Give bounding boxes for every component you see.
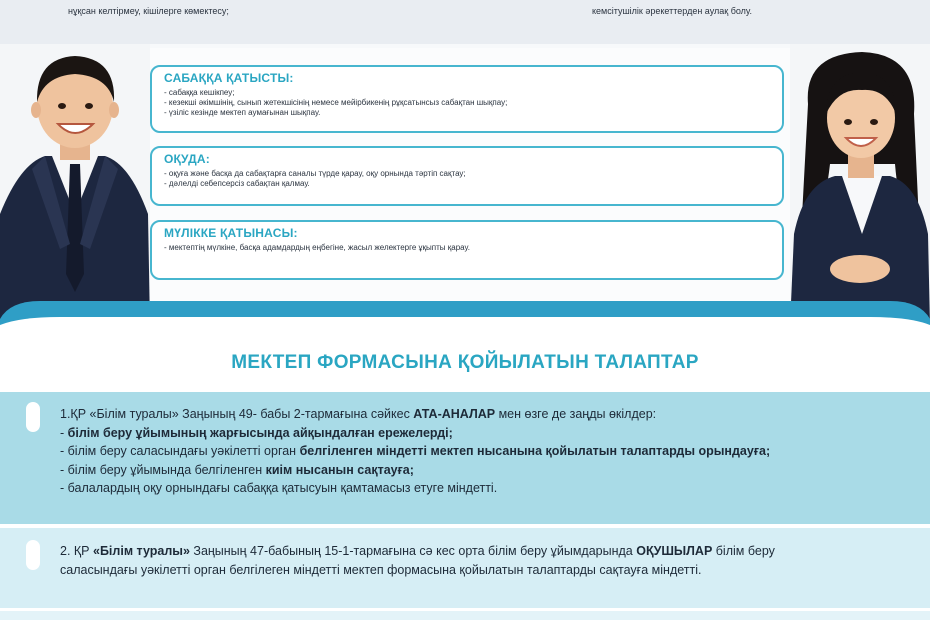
card-lessons-line: - үзіліс кезінде мектеп аумағынан шықпау. [164, 108, 321, 117]
card-property-title: МҮЛІККЕ ҚАТЫНАСЫ: [164, 226, 298, 240]
parents-requirements-text: 1.ҚР «Білім туралы» Заңының 49- бабы 2-тармағына сәйкес АТА-АНАЛАР мен өзге де заңды өкілдер: - білім беру ұйымының жарғысында айқындалған ережелерді; - білім беру саласындағы уәкілетті орган белгіленген міндетті мектеп нысанына қойылатын талаптарды орындауға; - білім беру ұйымында белгіленген киім нысанын сақтауға; - балалардың оқу орнындағы сабаққа қатысуын қамтамасыз етуге міндетті. [60, 407, 771, 495]
boy-student-image [0, 44, 150, 326]
card-property [150, 220, 784, 280]
parents-requirements-block [0, 392, 930, 524]
card-study [150, 146, 784, 206]
girl-student-image [790, 44, 930, 326]
card-study-line: - дәлелді себепсерсіз сабақтан қалмау. [164, 179, 310, 188]
next-block-edge [0, 611, 930, 620]
section-title: МЕКТЕП ФОРМАСЫНА ҚОЙЫЛАТЫН ТАЛАПТАР [231, 352, 699, 373]
top-right-text: кемсітушілік әрекеттерден аулақ болу. [592, 6, 753, 16]
students-requirements-text: 2. ҚР «Білім туралы» Заңының 47-бабының 15-1-тармағына сә кес орта білім беру ұйымдарында ОҚУШЫЛАР білім беру саласындағы уәкілетті орган белгілеген міндетті мектеп формасына қойылатын талаптарды сақтауға міндетті. [60, 544, 775, 577]
top-left-text: нұқсан келтірмеу, кішілерге көмектесу; [68, 6, 229, 16]
card-lessons-title: САБАҚҚА ҚАТЫСТЫ: [164, 71, 294, 85]
card-lessons-line: - сабаққа кешікпеу; [164, 88, 235, 97]
card-study-line: - оқуға және басқа да сабақтарға саналы түрде қарау, оқу орнында тәртіп сақтау; [164, 169, 466, 178]
top-band [0, 0, 930, 44]
card-lessons [150, 65, 784, 133]
bullet-marker [26, 540, 40, 570]
card-property-line: - мектептің мүлкіне, басқа адамдардың еңбегіне, жасыл желектерге ұқыпты қарау. [164, 243, 470, 252]
card-lessons-line: - кезекші әкімшінің, сынып жетекшісінің немесе мейірбикенің рұқсатынсыз сабақтан шықпау; [164, 98, 508, 107]
wave-divider [0, 297, 930, 332]
students-requirements-block [0, 528, 930, 608]
bullet-marker [26, 402, 40, 432]
card-study-title: ОҚУДА: [164, 152, 210, 166]
